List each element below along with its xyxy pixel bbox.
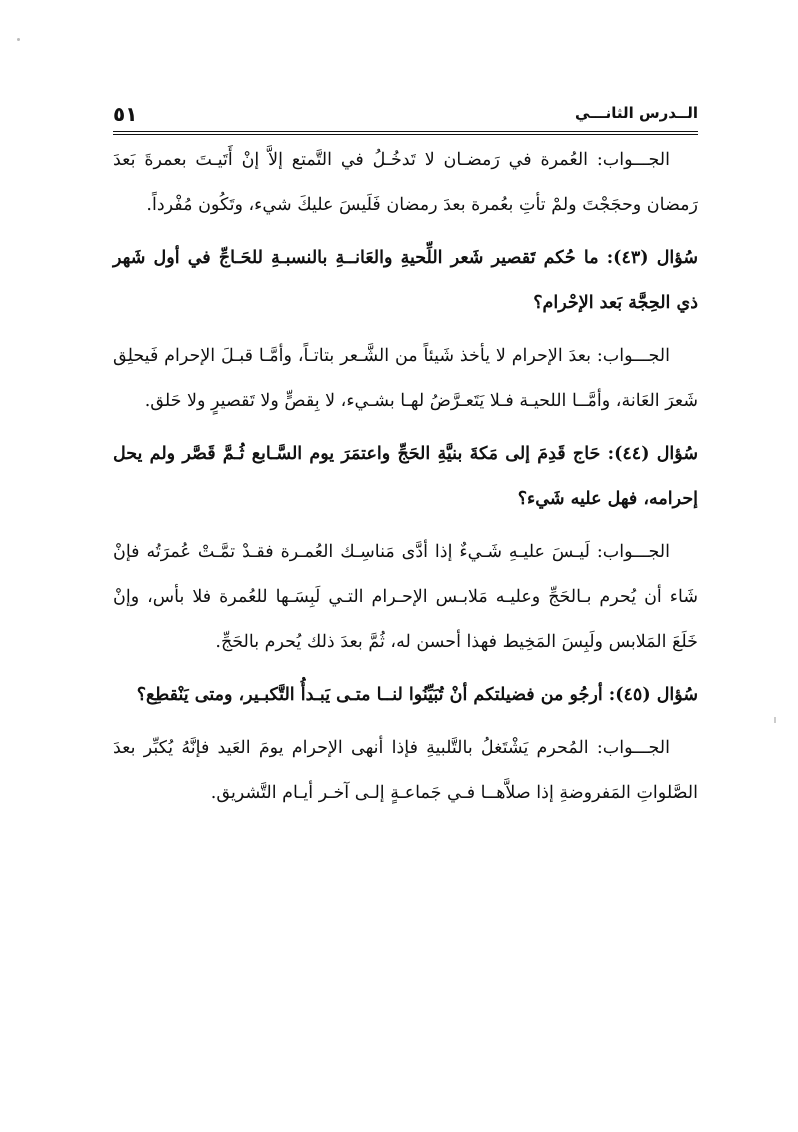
answer-paragraph: الجـــواب: بعدَ الإحرام لا يأخذ شَيئاً من الشَّـعر بتاتـاً، وأمَّـا قبـلَ الإحرام فَيحلِق شَعرَ العَانة، وأمَّــا اللحيـة فـلا يَتَعـرَّضُ لهـا بشـيء، لا بِقصٍّ ولا تَقصيرٍ ولا حَلق. xyxy=(113,346,698,411)
page-number: ٥١ xyxy=(113,102,138,126)
scan-speck xyxy=(774,717,776,723)
header-divider xyxy=(113,131,698,135)
page-body xyxy=(113,138,698,824)
chapter-title: الــدرس الثانـــي xyxy=(575,104,698,122)
question-paragraph: سُؤال (٤٣): ما حُكم تَقصير شَعر اللِّحيةِ والعَانــةِ بالنسبـةِ للحَـاجِّ في أول شَهر ذي الحِجَّة بَعد الإحْرام؟ xyxy=(113,248,698,313)
scan-speck xyxy=(17,38,20,41)
answer-paragraph: الجـــواب: العُمرة في رَمضـان لا تَدخُـلُ في التَّمتع إلاَّ إنْ أَتَيـتَ بعمرةَ بَعدَ رَمضان وحجَجْتَ ولمْ تأتِ بعُمرة بعدَ رمضان فَلَيسَ عليكَ شيء، وتَكُون مُفْرداً. xyxy=(113,150,698,215)
question-paragraph: سُؤال (٤٤): حَاج قَدِمَ إلى مَكةَ بنيَّةِ الحَجِّ واعتمَرَ يوم السَّـابع ثُـمَّ قَصَّر ولم يحل إحرامه، فهل عليه شَيء؟ xyxy=(113,444,699,509)
answer-paragraph: الجـــواب: لَيـسَ عليـهِ شَـيءٌ إذا أدَّى مَناسِـك العُمـرة فقـدْ تمَّـتْ عُمرَتُه فإنْ شَاء أن يُحرم بـالحَجِّ وعليـه مَلابـس الإحـرام التـي لَبِسَـها للعُمرة فلا بأس، وإنْ خَلَعَ المَلابس ولَبِسَ المَخِيط فهذا أحسن له، ثُمَّ بعدَ ذلك يُحرم بالحَجِّ. xyxy=(113,542,698,652)
running-header xyxy=(113,92,698,128)
question-paragraph: سُؤال (٤٥): أرجُو من فضيلتكم أنْ تُبَيِّنُوا لنــا متـى يَبـدأُ التَّكبـير، ومتى يَنْقطِع؟ xyxy=(136,685,698,705)
answer-paragraph: الجـــواب: المُحرم يَشْتَغلُ بالتَّلبيةِ فإذا أنهى الإحرام يومَ العَيد فإنَّهُ يُكبِّر بعدَ الصَّلواتِ المَفروضةِ إذا صلاَّهــا فـي جَماعـةٍ إلـى آخـر أيـام التَّشريق. xyxy=(113,738,698,803)
